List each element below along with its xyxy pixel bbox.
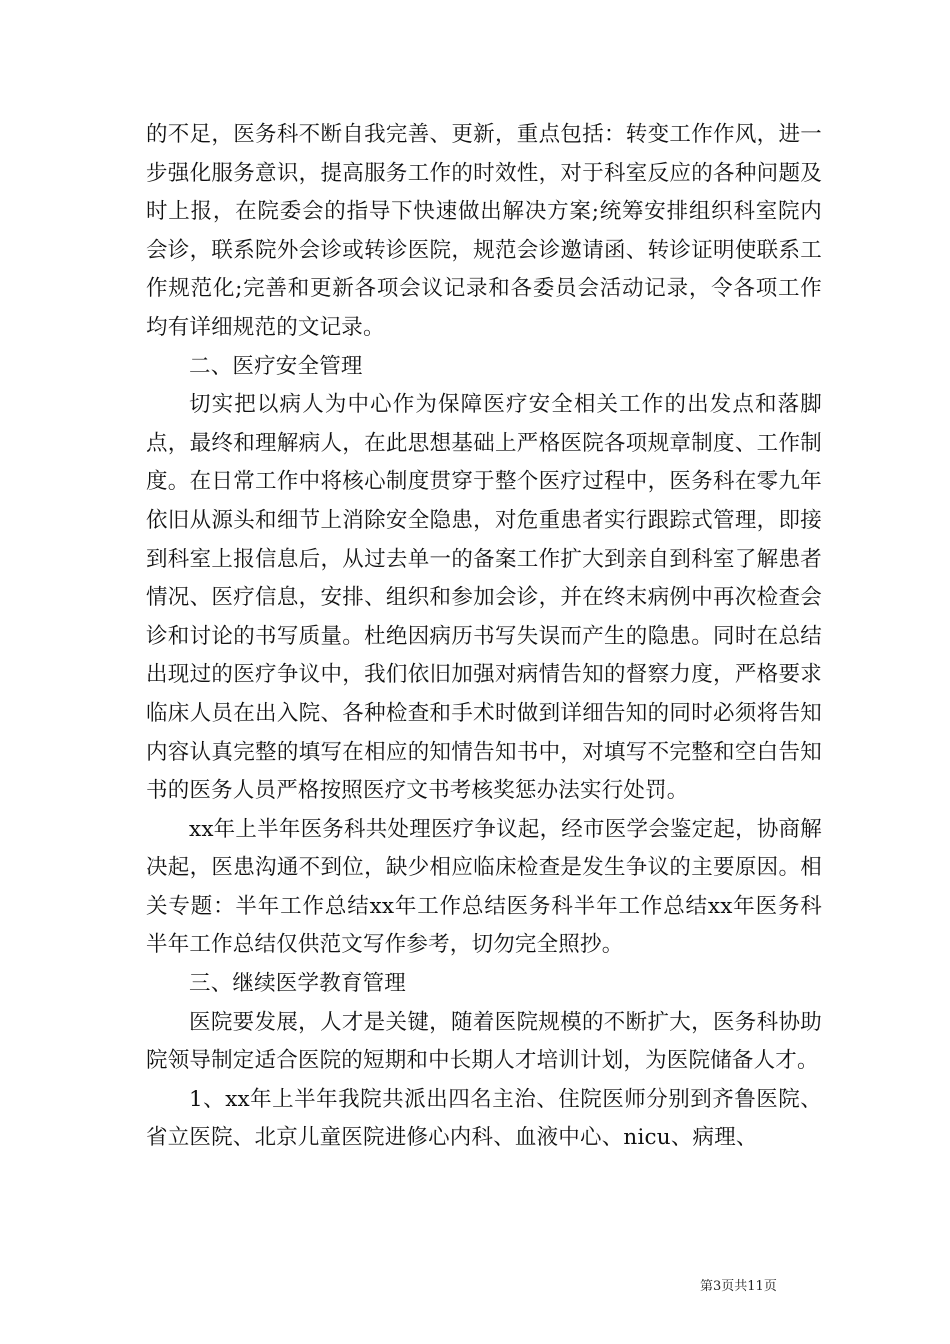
section-heading-medical-safety: 二、医疗安全管理 (189, 353, 363, 379)
paragraph-training-list: 1、xx年上半年我院共派出四名主治、住院医师分别到齐鲁医院、省立医院、北京儿童医院进修心内科、血液中心、nicu、病理、 (146, 1086, 822, 1151)
document-body (146, 116, 822, 1158)
section-heading-continuing-education: 三、继续医学教育管理 (189, 971, 407, 997)
paragraph-medical-safety: 切实把以病人为中心作为保障医疗安全相关工作的出发点和落脚点，最终和理解病人，在此思想基础上严格医院各项规章制度、工作制度。在日常工作中将核心制度贯穿于整个医疗过程中，医务科在零九年依旧从源头和细节上消除安全隐患，对危重患者实行跟踪式管理，即接到科室上报信息后，从过去单一的备案工作扩大到亲自到科室了解患者情况、医疗信息，安排、组织和参加会诊，并在终末病例中再次检查会诊和讨论的书写质量。杜绝因病历书写失误而产生的隐患。同时在总结出现过的医疗争议中，我们依旧加强对病情告知的督察力度，严格要求临床人员在出入院、各种检查和手术时做到详细告知的同时必须将告知内容认真完整的填写在相应的知情告知书中，对填写不完整和空白告知书的医务人员严格按照医疗文书考核奖惩办法实行处罚。 (146, 392, 822, 804)
page-number: 第3页共11页 (700, 1279, 777, 1294)
paragraph-dispute-summary: xx年上半年医务科共处理医疗争议起，经市医学会鉴定起，协商解决起，医患沟通不到位，缺少相应临床检查是发生争议的主要原因。相关专题：半年工作总结xx年工作总结医务科半年工作总结xx年医务科半年工作总结仅供范文写作参考，切勿完全照抄。 (146, 816, 822, 958)
paragraph-continuation: 的不足，医务科不断自我完善、更新，重点包括：转变工作作风，进一步强化服务意识，提高服务工作的时效性，对于科室反应的各种问题及时上报，在院委会的指导下快速做出解决方案;统筹安排组织科室院内会诊，联系院外会诊或转诊医院，规范会诊邀请函、转诊证明使联系工作规范化;完善和更新各项会议记录和各委员会活动记录，令各项工作均有详细规范的文记录。 (146, 122, 822, 340)
paragraph-talent-plan: 医院要发展，人才是关键，随着医院规模的不断扩大，医务科协助院领导制定适合医院的短期和中长期人才培训计划，为医院储备人才。 (146, 1009, 822, 1074)
